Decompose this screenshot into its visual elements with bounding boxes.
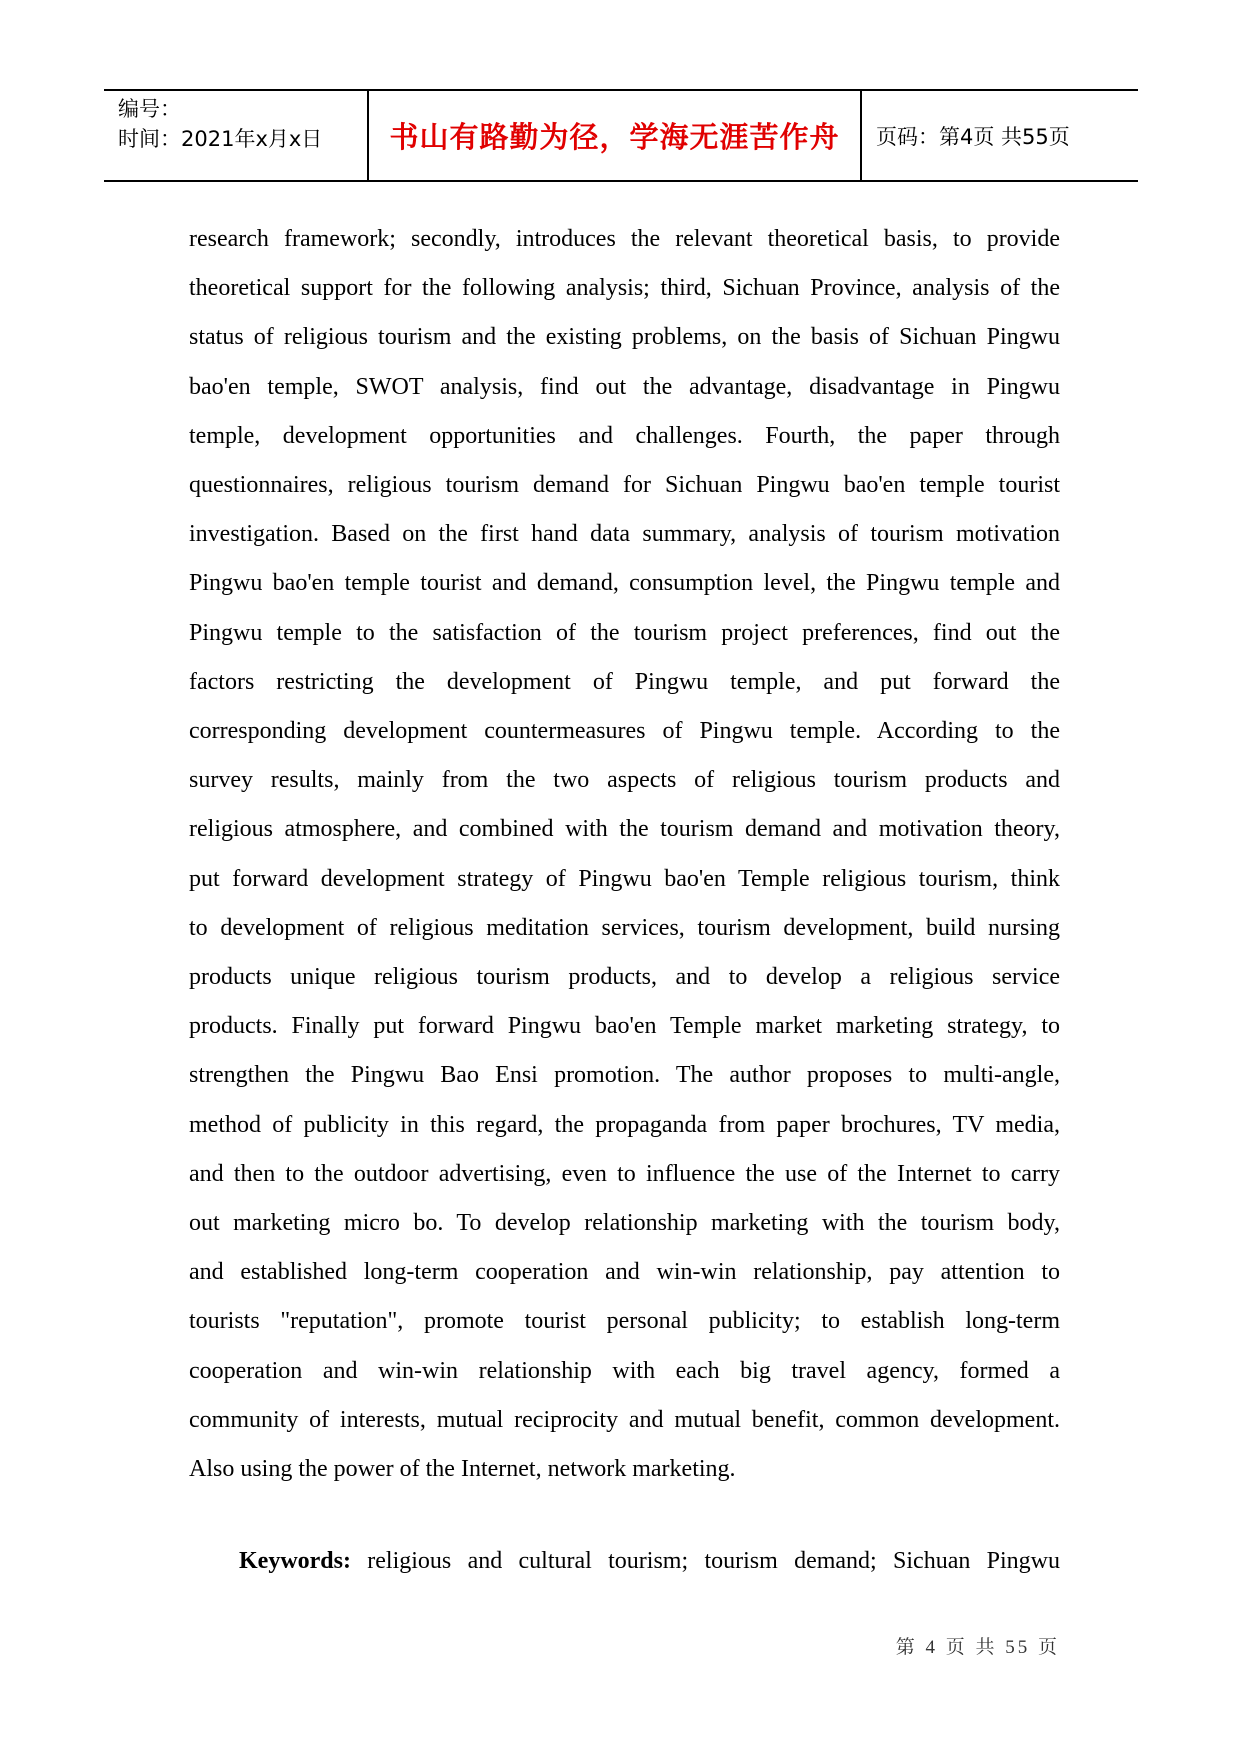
page-footer: 第 4 页 共 55 页 <box>895 1637 1060 1658</box>
body-line: method of publicity in this regard, the propaganda from paper brochures, TV media, <box>189 1111 1060 1138</box>
header-motto: 书山有路勤为径，学海无涯苦作舟 <box>369 91 862 180</box>
body-line: questionnaires, religious tourism demand for Sichuan Pingwu bao'en temple tourist <box>189 472 1060 499</box>
body-line: temple, development opportunities and challenges. Fourth, the paper through <box>189 422 1060 449</box>
keywords-text: religious and cultural tourism; tourism demand; Sichuan Pingwu <box>350 1548 1060 1574</box>
body-line: and then to the outdoor advertising, even to influence the use of the Internet to carry <box>189 1160 1060 1187</box>
document-time: 时间：2021年x月x日 <box>118 127 323 151</box>
body-line: research framework; secondly, introduces the relevant theoretical basis, to provide <box>189 226 1060 252</box>
body-line: Also using the power of the Internet, network marketing. <box>189 1456 736 1483</box>
body-line: bao'en temple, SWOT analysis, find out the advantage, disadvantage in Pingwu <box>189 373 1060 400</box>
body-line: community of interests, mutual reciprocity and mutual benefit, common development. <box>189 1406 1060 1433</box>
body-line: tourists "reputation", promote tourist personal publicity; to establish long-term <box>189 1308 1060 1335</box>
header-page-info: 页码：第4页 共55页 <box>876 124 1070 149</box>
body-line: Pingwu temple to the satisfaction of the tourism project preferences, find out the <box>189 619 1060 646</box>
body-line: theoretical support for the following analysis; third, Sichuan Province, analysis of the <box>189 275 1060 302</box>
body-line: to development of religious meditation services, tourism development, build nursing <box>189 914 1060 941</box>
body-line: products. Finally put forward Pingwu bao'en Temple market marketing strategy, to <box>189 1013 1060 1040</box>
body-line: products unique religious tourism products, and to develop a religious service <box>189 964 1060 991</box>
keywords-line <box>239 1537 1060 1586</box>
body-line: cooperation and win-win relationship with each big travel agency, formed a <box>189 1357 1060 1384</box>
body-line: and established long-term cooperation and win-win relationship, pay attention to <box>189 1259 1060 1286</box>
body-line: put forward development strategy of Pingwu bao'en Temple religious tourism, think <box>189 865 1060 892</box>
keywords-label: Keywords: <box>239 1548 351 1574</box>
body-line: strengthen the Pingwu Bao Ensi promotion. The author proposes to multi-angle, <box>189 1062 1060 1089</box>
header-meta <box>104 91 369 180</box>
body-line: investigation. Based on the first hand data summary, analysis of tourism motivation <box>189 521 1060 548</box>
page-header <box>104 89 1138 182</box>
abstract-body <box>189 215 1060 1494</box>
body-line: religious atmosphere, and combined with the tourism demand and motivation theory, <box>189 816 1060 843</box>
document-number-label: 编号： <box>118 97 181 121</box>
body-line: corresponding development countermeasures of Pingwu temple. According to the <box>189 718 1060 745</box>
body-line: out marketing micro bo. To develop relationship marketing with the tourism body, <box>189 1210 1060 1237</box>
body-line: survey results, mainly from the two aspects of religious tourism products and <box>189 767 1060 794</box>
body-line: factors restricting the development of Pingwu temple, and put forward the <box>189 668 1060 695</box>
body-line: status of religious tourism and the existing problems, on the basis of Sichuan Pingwu <box>189 324 1060 351</box>
body-line: Pingwu bao'en temple tourist and demand, consumption level, the Pingwu temple and <box>189 570 1060 597</box>
